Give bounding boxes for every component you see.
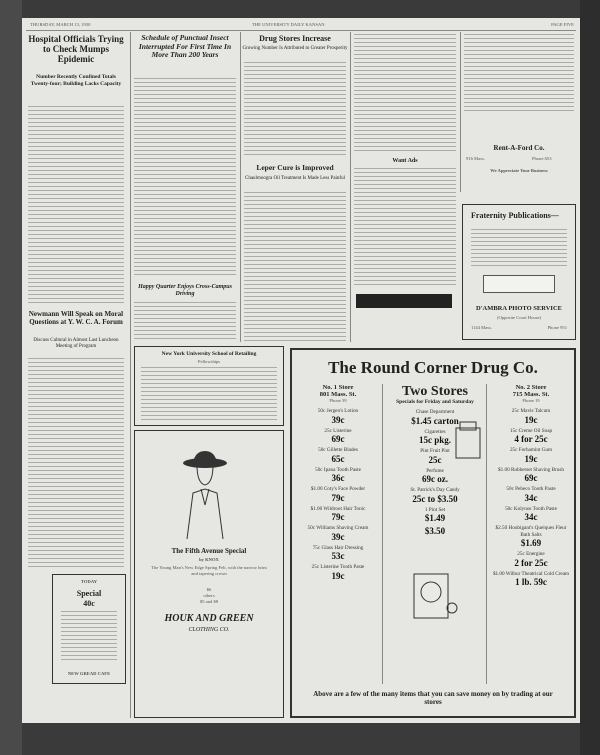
special-item-name: 50c Gillette Blades bbox=[318, 447, 358, 453]
rent-a-ford-address: 916 Mass. bbox=[466, 156, 485, 161]
houk-green-logo: HOUK AND GREEN bbox=[164, 613, 254, 624]
dambra-photo-phone: Phone 951 bbox=[547, 325, 567, 330]
store-1-specials bbox=[298, 408, 378, 581]
retailing-ad-title: New York University School of Retailing bbox=[161, 351, 257, 357]
rent-a-ford-tagline: We Appreciate Your Business bbox=[490, 168, 548, 173]
cafe-special-label: Special bbox=[76, 589, 102, 598]
masthead-page: PAGE FIVE bbox=[551, 22, 574, 27]
drugstores-headline: Drug Stores Increase bbox=[259, 34, 331, 43]
special-item-name: 50c Kolynos Tooth Paste bbox=[505, 505, 557, 512]
special-item-price: 15c pkg. bbox=[418, 435, 451, 445]
retailing-ad-text bbox=[141, 367, 277, 421]
cafe-ad-title: TODAY bbox=[80, 579, 98, 584]
newspaper-page bbox=[22, 18, 580, 723]
special-item bbox=[490, 506, 572, 523]
store-1-column bbox=[298, 384, 378, 584]
special-item-price: $1.49 bbox=[424, 513, 446, 523]
special-item-price: 39c bbox=[331, 531, 345, 542]
insect-headline: Schedule of Punctual Insect Interrupted For First Time In More Than 200 Years bbox=[138, 33, 232, 59]
special-item bbox=[490, 551, 572, 568]
special-item bbox=[490, 467, 572, 484]
special-item-name: $2.50 Houbigant's Quelques Fleur Bath Salts bbox=[495, 525, 567, 538]
special-item-name: $1.00 Rubberset Shaving Brush bbox=[498, 466, 564, 473]
special-item bbox=[386, 468, 484, 485]
special-item-name: 15c Creme Oil Soap bbox=[509, 427, 553, 434]
masthead-date: THURSDAY, MARCH 13, 1930 bbox=[30, 22, 91, 27]
special-item-price: 53c bbox=[331, 551, 345, 561]
special-item-name: Chase Department bbox=[415, 409, 455, 415]
want-ads-heading: Want Ads bbox=[392, 158, 418, 164]
special-item-name: Perfume bbox=[426, 467, 444, 474]
fifth-avenue-title: The Fifth Avenue Special bbox=[171, 547, 247, 555]
special-item-name: $1.00 Coty's Face Powder bbox=[310, 486, 366, 492]
dambra-photo-location: (Opposite Court House) bbox=[496, 315, 542, 320]
store-1-address: 801 Mass. St. bbox=[319, 391, 357, 398]
special-item-price: 69c bbox=[331, 434, 345, 444]
fifth-avenue-description: The Young Man's New Edge Spring Felt, with the narrow brim and tapering crown bbox=[151, 565, 267, 576]
article-text bbox=[244, 62, 346, 158]
dambra-photo-name: D'AMBRA PHOTO SERVICE bbox=[476, 305, 562, 312]
special-item-name: 50c Pebeco Tooth Paste bbox=[506, 486, 556, 492]
column-rule bbox=[350, 32, 351, 342]
drug-column-rule bbox=[382, 384, 383, 684]
man-in-hat-illustration bbox=[175, 449, 235, 539]
special-item bbox=[386, 487, 484, 504]
dambra-photo-address: 1144 Mass. bbox=[471, 325, 493, 330]
article-text bbox=[464, 34, 574, 114]
special-item bbox=[298, 467, 378, 484]
special-item-name: 25c Listerine bbox=[324, 427, 352, 434]
special-item bbox=[298, 506, 378, 523]
special-item-name: 50c Williams Shaving Cream bbox=[307, 525, 369, 531]
quarter-headline: Happy Quarter Enjoys Cross-Campus Driving bbox=[138, 284, 232, 297]
article-text bbox=[354, 34, 456, 154]
mumps-subhead: Number Recently Confined Totals Twenty-four; Building Lacks Capacity bbox=[30, 74, 122, 87]
cafe-name: NEW GREAD CAFE bbox=[67, 671, 111, 676]
special-item-price: 25c bbox=[428, 454, 442, 465]
special-item bbox=[490, 571, 572, 588]
fifth-avenue-by-knox: by KNOX bbox=[199, 557, 219, 562]
fifth-avenue-others-price: $5 and $8 bbox=[199, 599, 219, 604]
round-corner-drug-ad bbox=[290, 348, 576, 718]
two-stores-column bbox=[386, 384, 484, 539]
dark-banner-ad bbox=[356, 294, 452, 308]
fifth-avenue-price: $6 bbox=[206, 587, 212, 592]
special-item bbox=[298, 447, 378, 464]
houk-green-logo-sub: CLOTHING CO. bbox=[188, 627, 230, 633]
special-item bbox=[490, 486, 572, 503]
drug-ad-title: The Round Corner Drug Co. bbox=[328, 358, 538, 377]
special-item bbox=[490, 408, 572, 425]
article-text bbox=[28, 106, 124, 306]
special-item-price: 36c bbox=[331, 473, 345, 483]
store-2-phone: Phone 19 bbox=[522, 398, 540, 403]
want-ads-text bbox=[354, 168, 456, 288]
retailing-ad-subtitle: Fellowships bbox=[197, 359, 221, 364]
houk-green-ad bbox=[134, 430, 284, 718]
rent-a-ford-title: Rent-A-Ford Co. bbox=[493, 144, 545, 152]
special-item bbox=[490, 525, 572, 548]
article-text bbox=[134, 78, 236, 278]
rent-a-ford-phone: Phone 653 bbox=[532, 156, 552, 161]
film-border-left bbox=[0, 0, 22, 755]
special-item bbox=[490, 428, 572, 445]
drug-ad-footer: Above are a few of the many items that you can save money on by trading at our stores bbox=[313, 690, 553, 706]
column-rule bbox=[130, 32, 131, 718]
special-item-price: 4 for 25c bbox=[514, 434, 548, 444]
special-item bbox=[298, 525, 378, 542]
store-1-phone: Phone 39 bbox=[329, 398, 347, 403]
special-item-name: 25c Listerine Tooth Paste bbox=[311, 564, 365, 570]
special-item-price: 69c bbox=[524, 473, 538, 483]
special-item-name: 25c Mavis Talcum bbox=[511, 408, 551, 414]
special-item-name: St. Patrick's Day Candy bbox=[410, 487, 460, 493]
special-item-price: $1.69 bbox=[520, 538, 542, 548]
article-text bbox=[244, 192, 346, 342]
special-item-name: $1.00 Wilbur Theatrical Cold Cream bbox=[492, 570, 570, 577]
article-text bbox=[28, 358, 124, 568]
cafe-special-price: 40c bbox=[83, 599, 95, 608]
vest-pocket-radio-illustration bbox=[412, 570, 458, 620]
special-item-price: 19c bbox=[524, 453, 538, 464]
fifth-avenue-others-label: others bbox=[203, 593, 215, 598]
fraternity-ad bbox=[462, 204, 576, 340]
drugstores-subhead: Growing Number Is Attributed to Greater Prosperity bbox=[242, 46, 348, 51]
store-2-specials bbox=[490, 408, 572, 587]
fraternity-ad-text bbox=[471, 229, 567, 269]
special-item-price: 1 lb. 59c bbox=[515, 577, 547, 587]
special-item-price: 25c to $3.50 bbox=[412, 493, 458, 504]
special-item-name: Cigarettes bbox=[424, 428, 446, 435]
special-item-name: 50c Jergen's Lotion bbox=[317, 408, 359, 414]
special-item-price: 79c bbox=[331, 492, 345, 503]
article-text bbox=[134, 302, 236, 342]
newmann-headline: Newmann Will Speak on Moral Questions at Y. W. C. A. Forum bbox=[28, 310, 124, 326]
two-stores-title: Two Stores bbox=[402, 384, 468, 399]
special-item-price: $3.50 bbox=[424, 526, 446, 536]
masthead-rule bbox=[26, 30, 576, 31]
mumps-headline: Hospital Officials Trying to Check Mumps Epidemic bbox=[28, 34, 124, 64]
special-item bbox=[298, 486, 378, 503]
special-item-name: $1.00 Wildroot Hair Tonic bbox=[310, 505, 366, 512]
special-item bbox=[490, 447, 572, 464]
special-item bbox=[298, 564, 378, 581]
two-stores-subtitle: Specials for Friday and Saturday bbox=[396, 399, 474, 405]
special-item bbox=[386, 507, 484, 524]
column-rule bbox=[460, 32, 461, 192]
special-item-price: 69c oz. bbox=[422, 474, 448, 484]
special-item-price: 19c bbox=[331, 570, 345, 581]
special-item-price: 2 for 25c bbox=[514, 557, 548, 568]
special-item-price: 39c bbox=[331, 414, 345, 425]
special-item-name: 75c Glass Hair Dressing bbox=[312, 544, 364, 551]
special-item-name: Pint Fruit Pint bbox=[420, 448, 450, 454]
leper-headline: Leper Cure is Improved bbox=[256, 163, 334, 172]
special-item-price: 65c bbox=[331, 453, 345, 464]
special-item-price: $1.45 carton bbox=[411, 415, 459, 426]
fraternity-ad-inset bbox=[483, 275, 555, 293]
drug-column-rule bbox=[486, 384, 487, 684]
special-item-price: 34c bbox=[524, 492, 538, 503]
special-item-name: 25c Forhamint Gum bbox=[509, 447, 553, 453]
special-item bbox=[298, 428, 378, 445]
special-item bbox=[298, 408, 378, 425]
store-2-name: No. 2 Store bbox=[515, 384, 547, 391]
special-item-price: 79c bbox=[331, 512, 345, 522]
store-2-column bbox=[490, 384, 572, 590]
column-rule bbox=[240, 32, 241, 342]
special-item bbox=[386, 526, 484, 536]
store-2-address: 715 Mass. St. bbox=[512, 391, 550, 398]
special-item-name: 25c Energine bbox=[517, 551, 545, 557]
retailing-ad bbox=[134, 346, 284, 426]
cafe-menu-lines bbox=[61, 611, 117, 663]
special-item-name: 50c Ipana Tooth Paste bbox=[315, 466, 361, 473]
leper-subhead: Chaulmoogra Oil Treatment Is Made Less Painful bbox=[245, 176, 345, 181]
masthead-title: THE UNIVERSITY DAILY KANSAN bbox=[252, 22, 325, 27]
newmann-subhead: Discuss Cultural in Almost Last Luncheon Meeting of Program bbox=[33, 338, 119, 349]
special-item-name: 1 Pint Set bbox=[424, 506, 446, 513]
fraternity-ad-title: Fraternity Publications— bbox=[471, 211, 559, 220]
cafe-ad bbox=[52, 574, 126, 684]
special-item-price: 19c bbox=[524, 414, 538, 425]
special-item bbox=[298, 545, 378, 562]
film-border-right bbox=[580, 0, 600, 755]
candy-box-illustration bbox=[454, 420, 482, 460]
special-item-price: 34c bbox=[524, 512, 538, 522]
store-1-name: No. 1 Store bbox=[322, 384, 354, 391]
